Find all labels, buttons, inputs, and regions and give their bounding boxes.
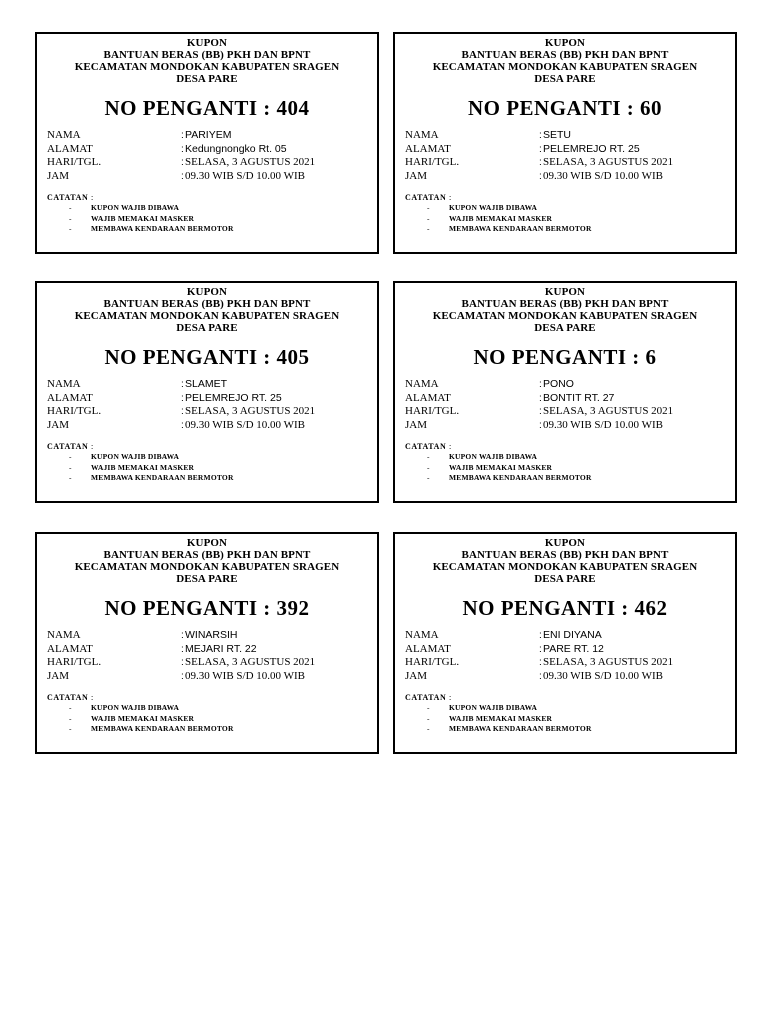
header-district: KECAMATAN MONDOKAN KABUPATEN SRAGEN: [74, 310, 340, 322]
field-alamat: [395, 392, 735, 406]
colon: :: [181, 392, 184, 404]
note-text: WAJIB MEMAKAI MASKER: [449, 713, 553, 723]
note-item: [395, 714, 735, 725]
label-jam: JAM: [405, 418, 428, 431]
notes-title-text: CATATAN: [405, 442, 447, 451]
note-item: [395, 203, 735, 214]
bullet-dash: -: [69, 724, 72, 733]
colon: :: [539, 379, 542, 390]
value-hari: SELASA, 3 AGUSTUS 2021: [543, 156, 674, 168]
notes-title: [405, 193, 735, 203]
value-alamat: MEJARI RT. 22: [185, 642, 257, 655]
note-item: [37, 703, 377, 714]
colon: :: [539, 406, 542, 417]
label-alamat: ALAMAT: [405, 642, 451, 655]
notes-title-colon: :: [446, 193, 452, 202]
value-nama: SLAMET: [185, 378, 228, 390]
value-nama: WINARSIH: [185, 629, 238, 641]
notes-title: [405, 442, 735, 452]
notes-title-colon: :: [88, 442, 94, 451]
value-alamat: BONTIT RT. 27: [543, 391, 615, 404]
note-text: MEMBAWA KENDARAAN BERMOTOR: [91, 473, 234, 482]
note-item: [395, 473, 735, 484]
coupon-header: [395, 537, 735, 585]
notes-title-colon: :: [446, 442, 452, 451]
coupon-card: [35, 532, 379, 754]
colon: :: [181, 406, 184, 417]
header-kupon: KUPON: [186, 286, 228, 298]
note-item: [37, 714, 377, 725]
header-kupon: KUPON: [186, 37, 228, 49]
header-program: BANTUAN BERAS (BB) PKH DAN BPNT: [103, 549, 311, 561]
label-alamat: ALAMAT: [47, 391, 93, 404]
bullet-dash: -: [427, 703, 430, 712]
number-prefix: NO PENGANTI :: [104, 96, 277, 120]
colon: :: [181, 157, 184, 168]
notes-title-text: CATATAN: [47, 693, 89, 702]
field-hari: [395, 405, 735, 419]
field-jam: [395, 419, 735, 433]
notes-title: [405, 693, 735, 703]
note-item: [395, 703, 735, 714]
notes-title: [47, 193, 377, 203]
bullet-dash: -: [69, 213, 72, 223]
label-hari: HARI/TGL.: [405, 405, 460, 417]
colon: :: [181, 657, 184, 668]
value-jam: 09.30 WIB S/D 10.00 WIB: [185, 669, 305, 682]
label-nama: NAMA: [47, 129, 81, 141]
notes-list: [395, 203, 735, 235]
label-nama: NAMA: [405, 129, 439, 141]
note-item: [37, 452, 377, 463]
colon: :: [181, 379, 184, 390]
value-nama: PONO: [543, 378, 574, 390]
colon: :: [181, 643, 184, 655]
notes-title-text: CATATAN: [405, 193, 447, 202]
header-village: DESA PARE: [534, 322, 596, 334]
note-item: [37, 463, 377, 474]
field-nama: [37, 629, 377, 643]
note-item: [37, 724, 377, 735]
header-district: KECAMATAN MONDOKAN KABUPATEN SRAGEN: [432, 561, 698, 573]
note-item: [37, 224, 377, 235]
notes-title-colon: :: [88, 693, 94, 702]
coupon-fields: [37, 129, 377, 183]
value-hari: SELASA, 3 AGUSTUS 2021: [185, 405, 316, 417]
label-hari: HARI/TGL.: [47, 656, 102, 668]
note-text: KUPON WAJIB DIBAWA: [449, 203, 538, 212]
bullet-dash: -: [427, 462, 430, 472]
label-nama: NAMA: [47, 378, 81, 390]
header-village: DESA PARE: [176, 573, 238, 585]
field-alamat: [37, 143, 377, 157]
value-alamat: PELEMREJO RT. 25: [185, 391, 282, 404]
coupon-header: [395, 286, 735, 334]
field-hari: [37, 656, 377, 670]
colon: :: [181, 130, 184, 141]
note-text: KUPON WAJIB DIBAWA: [91, 203, 180, 212]
value-alamat: PELEMREJO RT. 25: [543, 142, 640, 155]
colon: :: [181, 170, 184, 182]
field-hari: [395, 656, 735, 670]
colon: :: [539, 392, 542, 404]
bullet-dash: -: [69, 713, 72, 723]
label-jam: JAM: [47, 669, 70, 682]
note-item: [37, 473, 377, 484]
value-jam: 09.30 WIB S/D 10.00 WIB: [185, 169, 305, 182]
note-item: [395, 724, 735, 735]
coupon-number: [37, 344, 377, 370]
field-nama: [395, 629, 735, 643]
value-jam: 09.30 WIB S/D 10.00 WIB: [543, 418, 663, 431]
value-nama: SETU: [543, 129, 572, 141]
coupon-number: [395, 595, 735, 621]
colon: :: [539, 630, 542, 641]
coupon-card: [35, 281, 379, 503]
header-program: BANTUAN BERAS (BB) PKH DAN BPNT: [461, 298, 669, 310]
bullet-dash: -: [69, 203, 72, 212]
field-alamat: [37, 643, 377, 657]
bullet-dash: -: [427, 724, 430, 733]
coupon-card: [35, 32, 379, 254]
value-jam: 09.30 WIB S/D 10.00 WIB: [543, 169, 663, 182]
coupon-number: [395, 344, 735, 370]
notes-list: [395, 452, 735, 484]
coupon-fields: [395, 129, 735, 183]
coupon-number: [37, 595, 377, 621]
label-nama: NAMA: [405, 629, 439, 641]
note-text: KUPON WAJIB DIBAWA: [91, 703, 180, 712]
notes-title-text: CATATAN: [405, 693, 447, 702]
header-district: KECAMATAN MONDOKAN KABUPATEN SRAGEN: [432, 310, 698, 322]
note-item: [395, 452, 735, 463]
bullet-dash: -: [427, 473, 430, 482]
bullet-dash: -: [427, 452, 430, 461]
coupon-fields: [395, 378, 735, 432]
label-nama: NAMA: [47, 629, 81, 641]
note-text: WAJIB MEMAKAI MASKER: [91, 213, 195, 223]
notes-title-colon: :: [88, 193, 94, 202]
notes-title: [47, 442, 377, 452]
notes-list: [37, 452, 377, 484]
label-hari: HARI/TGL.: [405, 156, 460, 168]
number-prefix: NO PENGANTI :: [104, 596, 277, 620]
number-value: 6: [645, 345, 657, 369]
header-program: BANTUAN BERAS (BB) PKH DAN BPNT: [461, 49, 669, 61]
number-prefix: NO PENGANTI :: [462, 596, 635, 620]
colon: :: [181, 670, 184, 682]
colon: :: [181, 143, 184, 155]
note-item: [37, 203, 377, 214]
notes-title-text: CATATAN: [47, 442, 89, 451]
bullet-dash: -: [427, 713, 430, 723]
number-prefix: NO PENGANTI :: [473, 345, 646, 369]
coupon-fields: [37, 629, 377, 683]
header-district: KECAMATAN MONDOKAN KABUPATEN SRAGEN: [432, 61, 698, 73]
note-text: KUPON WAJIB DIBAWA: [91, 452, 180, 461]
note-text: WAJIB MEMAKAI MASKER: [449, 462, 553, 472]
label-nama: NAMA: [405, 378, 439, 390]
note-item: [395, 463, 735, 474]
field-jam: [37, 170, 377, 184]
header-kupon: KUPON: [544, 286, 586, 298]
number-value: 405: [276, 345, 310, 369]
note-text: MEMBAWA KENDARAAN BERMOTOR: [449, 473, 592, 482]
field-jam: [395, 170, 735, 184]
number-prefix: NO PENGANTI :: [104, 345, 277, 369]
coupon-header: [37, 537, 377, 585]
label-hari: HARI/TGL.: [47, 156, 102, 168]
value-hari: SELASA, 3 AGUSTUS 2021: [543, 656, 674, 668]
field-alamat: [37, 392, 377, 406]
number-value: 462: [634, 596, 668, 620]
notes-title-colon: :: [446, 693, 452, 702]
bullet-dash: -: [69, 224, 72, 233]
field-hari: [395, 156, 735, 170]
number-prefix: NO PENGANTI :: [467, 96, 641, 120]
label-jam: JAM: [405, 169, 428, 182]
bullet-dash: -: [427, 203, 430, 212]
coupon-fields: [37, 378, 377, 432]
value-jam: 09.30 WIB S/D 10.00 WIB: [543, 669, 663, 682]
label-jam: JAM: [47, 418, 70, 431]
value-hari: SELASA, 3 AGUSTUS 2021: [543, 405, 674, 417]
value-nama: ENI DIYANA: [543, 629, 602, 641]
bullet-dash: -: [69, 452, 72, 461]
note-text: WAJIB MEMAKAI MASKER: [91, 462, 195, 472]
note-text: MEMBAWA KENDARAAN BERMOTOR: [91, 724, 234, 733]
header-district: KECAMATAN MONDOKAN KABUPATEN SRAGEN: [74, 561, 340, 573]
bullet-dash: -: [69, 703, 72, 712]
header-kupon: KUPON: [544, 537, 586, 549]
note-text: WAJIB MEMAKAI MASKER: [449, 213, 553, 223]
coupon-card: [393, 532, 737, 754]
note-item: [37, 214, 377, 225]
coupon-header: [37, 286, 377, 334]
field-hari: [37, 156, 377, 170]
note-text: KUPON WAJIB DIBAWA: [449, 452, 538, 461]
notes-list: [37, 703, 377, 735]
coupon-header: [37, 37, 377, 85]
field-nama: [37, 129, 377, 143]
field-alamat: [395, 143, 735, 157]
value-nama: PARIYEM: [185, 129, 232, 141]
colon: :: [539, 657, 542, 668]
label-alamat: ALAMAT: [47, 142, 93, 155]
colon: :: [181, 630, 184, 641]
note-item: [395, 214, 735, 225]
header-program: BANTUAN BERAS (BB) PKH DAN BPNT: [103, 49, 311, 61]
label-hari: HARI/TGL.: [47, 405, 102, 417]
field-hari: [37, 405, 377, 419]
header-village: DESA PARE: [176, 322, 238, 334]
field-alamat: [395, 643, 735, 657]
bullet-dash: -: [427, 213, 430, 223]
note-text: WAJIB MEMAKAI MASKER: [91, 713, 195, 723]
number-value: 404: [276, 96, 310, 120]
coupon-fields: [395, 629, 735, 683]
coupon-card: [393, 32, 737, 254]
field-jam: [37, 419, 377, 433]
value-jam: 09.30 WIB S/D 10.00 WIB: [185, 418, 305, 431]
header-village: DESA PARE: [534, 73, 596, 85]
label-jam: JAM: [405, 669, 428, 682]
colon: :: [181, 419, 184, 431]
coupon-card: [393, 281, 737, 503]
header-village: DESA PARE: [176, 73, 238, 85]
field-nama: [395, 129, 735, 143]
note-text: MEMBAWA KENDARAAN BERMOTOR: [449, 224, 592, 233]
field-nama: [37, 378, 377, 392]
header-district: KECAMATAN MONDOKAN KABUPATEN SRAGEN: [74, 61, 340, 73]
number-value: 392: [276, 596, 310, 620]
header-kupon: KUPON: [544, 37, 586, 49]
note-text: MEMBAWA KENDARAAN BERMOTOR: [91, 224, 234, 233]
notes-list: [395, 703, 735, 735]
notes-list: [37, 203, 377, 235]
field-jam: [395, 670, 735, 684]
header-kupon: KUPON: [186, 537, 228, 549]
coupon-number: [395, 95, 735, 121]
label-hari: HARI/TGL.: [405, 656, 460, 668]
value-alamat: Kedungnongko Rt. 05: [185, 142, 287, 155]
colon: :: [539, 170, 542, 182]
colon: :: [539, 419, 542, 431]
colon: :: [539, 670, 542, 682]
header-program: BANTUAN BERAS (BB) PKH DAN BPNT: [103, 298, 311, 310]
value-hari: SELASA, 3 AGUSTUS 2021: [185, 156, 316, 168]
number-value: 60: [640, 96, 663, 120]
field-jam: [37, 670, 377, 684]
colon: :: [539, 157, 542, 168]
notes-title-text: CATATAN: [47, 193, 89, 202]
note-item: [395, 224, 735, 235]
bullet-dash: -: [427, 224, 430, 233]
colon: :: [539, 143, 542, 155]
value-hari: SELASA, 3 AGUSTUS 2021: [185, 656, 316, 668]
label-alamat: ALAMAT: [405, 391, 451, 404]
note-text: KUPON WAJIB DIBAWA: [449, 703, 538, 712]
colon: :: [539, 130, 542, 141]
colon: :: [539, 643, 542, 655]
value-alamat: PARE RT. 12: [543, 642, 604, 655]
header-program: BANTUAN BERAS (BB) PKH DAN BPNT: [461, 549, 669, 561]
coupon-number: [37, 95, 377, 121]
bullet-dash: -: [69, 473, 72, 482]
label-jam: JAM: [47, 169, 70, 182]
bullet-dash: -: [69, 462, 72, 472]
notes-title: [47, 693, 377, 703]
coupon-header: [395, 37, 735, 85]
note-text: MEMBAWA KENDARAAN BERMOTOR: [449, 724, 592, 733]
label-alamat: ALAMAT: [405, 142, 451, 155]
header-village: DESA PARE: [534, 573, 596, 585]
field-nama: [395, 378, 735, 392]
label-alamat: ALAMAT: [47, 642, 93, 655]
